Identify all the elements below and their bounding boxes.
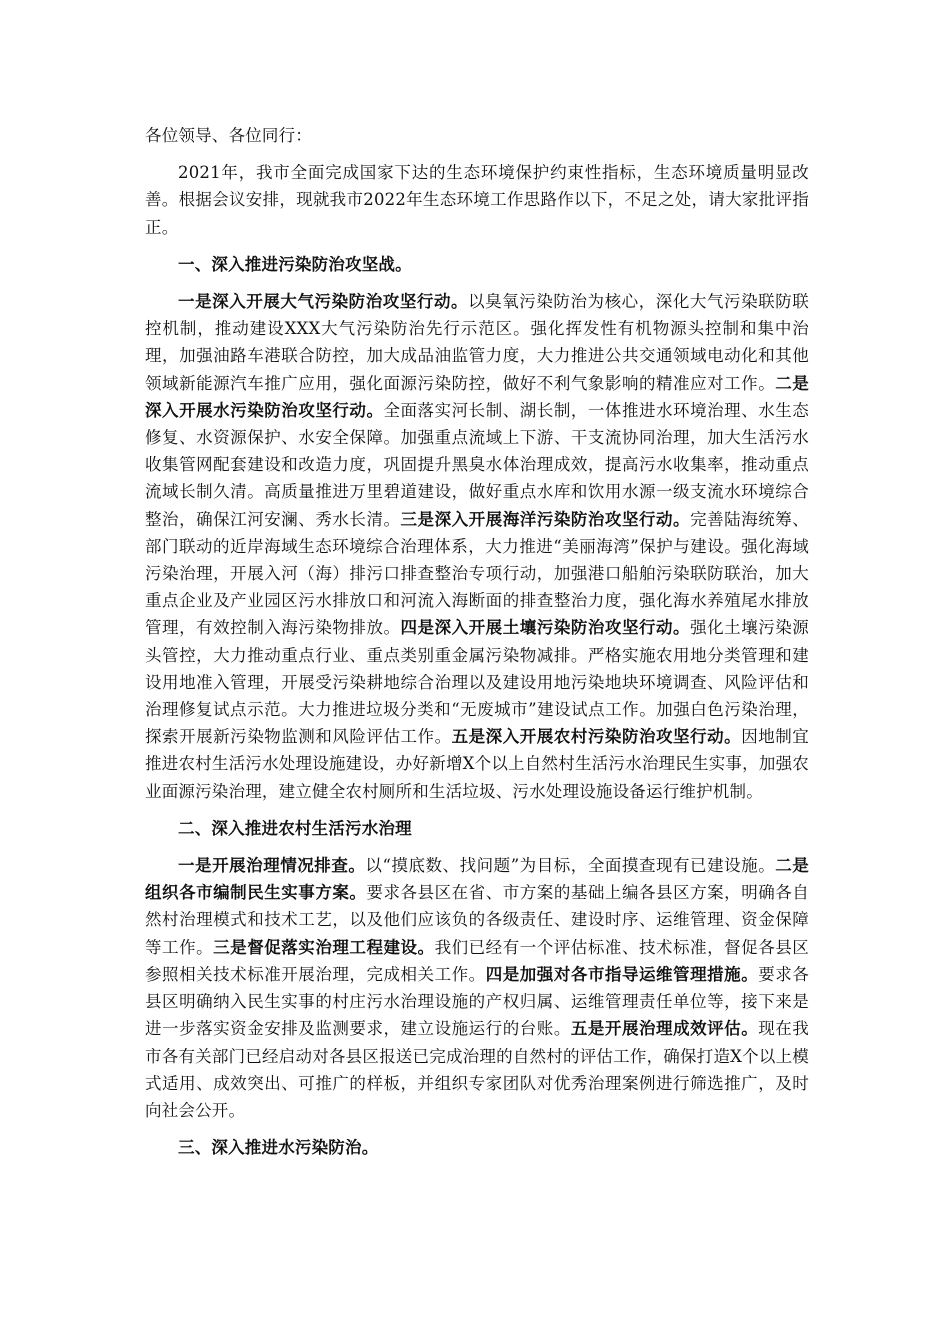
section-3-heading: 三、深入推进水污染防治。: [178, 1138, 379, 1158]
s2-point-5-text: 现在我市各有关部门已经启动对各县区报送已完成治理的自然村的评估工作，确保打造X个以上模式适用、成效突出、可推广的样板，并组织专家团队对优秀治理案例进行筛选推广，及时向社会公开。: [145, 1019, 810, 1120]
s2-point-1-text: 以“摸底数、找问题”为目标，全面摸查现有已建设施。: [365, 856, 776, 876]
s2-point-3-text: 我们已经有一个评估标准、技术标准，督促各县区参照相关技术标准开展治理，完成相关工作。: [145, 937, 809, 984]
section-2-heading: 二、深入推进农村生活污水治理: [178, 818, 412, 838]
s2-point-5-title: 五是开展治理成效评估。: [570, 1019, 759, 1039]
s2-point-3-title: 三是督促落实治理工程建设。: [213, 937, 435, 957]
section-1-body: [145, 288, 809, 805]
s2-point-2-text: 要求各县区在省、市方案的基础上编各县区方案，明确各自然村治理模式和技术工艺，以及他们应该负的各级责任、建设时序、运维管理、资金保障等工作。: [145, 883, 810, 957]
s1-point-1-text: 以臭氧污染防治为核心，深化大气污染联防联控机制，推动建设XXX大气污染防治先行示范区。强化挥发性有机物源头控制和集中治理，加强油路车港联合防控，加大成品油监管力度，大力推进公共交通领域电动化和其他领域新能源汽车推广应用，强化面源污染防控，做好不利气象影响的精准应对工作。: [145, 292, 810, 393]
s1-point-1-title: 一是深入开展大气污染防治攻坚行动。: [178, 292, 469, 312]
s1-point-3-title: 三是深入开展海洋污染防治攻坚行动。: [400, 509, 691, 529]
intro-paragraph: 2021年，我市全面完成国家下达的生态环境保护约束性指标，生态环境质量明显改善。根据会议安排，现就我市2022年生态环境工作思路作以下，不足之处，请大家批评指正。: [145, 163, 809, 237]
s1-point-5-title: 五是深入开展农村污染防治攻坚行动。: [451, 727, 742, 747]
s2-point-4-text: 要求各县区明确纳入民生实事的村庄污水治理设施的产权归属、运维管理责任单位等，接下来是进一步落实资金安排及监测要求，建立设施运行的台账。: [145, 964, 810, 1039]
s1-point-4-title: 四是深入开展土壤污染防治攻坚行动。: [400, 618, 691, 638]
s1-point-3-text: 完善陆海统筹、部门联动的近岸海域生态环境综合治理体系，大力推进“美丽海湾”保护与建设。强化海域污染治理，开展入河（海）排污口排查整治专项行动，加强港口船舶污染联防联治，加大重点企业及产业园区污水排放口和河流入海断面的排查整治力度，强化海水养殖尾水排放管理，有效控制入海污染物排放。: [145, 509, 809, 638]
section-2-body: [145, 852, 809, 1124]
s2-point-2-title: 二是组织各市编制民生实事方案。: [145, 856, 809, 903]
s1-point-5-text: 因地制宜推进农村生活污水处理设施建设，办好新增X个以上自然村生活污水治理民生实事，加强农业面源污染治理，建立健全农村厕所和生活垃圾、污水处理设施设备运行维护机制。: [145, 727, 809, 801]
section-1-heading: 一、深入推进污染防治攻坚战。: [178, 254, 412, 274]
s1-point-4-text: 强化土壤污染源头管控，大力推动重点行业、重点类别重金属污染物减排。严格实施农用地分类管理和建设用地准入管理，开展受污染耕地综合治理以及建设用地污染地块环境调查、风险评估和治理修复试点示范。大力推进垃圾分类和“无废城市”建设试点工作。加强白色污染治理，探索开展新污染物监测和风险评估工作。: [145, 618, 809, 747]
s2-point-1-title: 一是开展治理情况排查。: [178, 856, 366, 876]
salutation: 各位领导、各位同行：: [145, 126, 312, 145]
document-page: [145, 122, 809, 1322]
s1-point-2-title: 二是深入开展水污染防治攻坚行动。: [145, 373, 809, 420]
s2-point-4-title: 四是加强对各市指导运维管理措施。: [485, 964, 759, 984]
s1-point-2-text: 全面落实河长制、湖长制，一体推进水环境治理、水生态修复、水资源保护、水安全保障。加强重点流域上下游、干支流协同治理，加大生活污水收集管网配套建设和改造力度，巩固提升黑臭水体治理成效，提高污水收集率，推动重点流域长制久清。高质量推进万里碧道建设，做好重点水库和饮用水源一级支流水环境综合整治，确保江河安澜、秀水长清。: [145, 400, 809, 529]
